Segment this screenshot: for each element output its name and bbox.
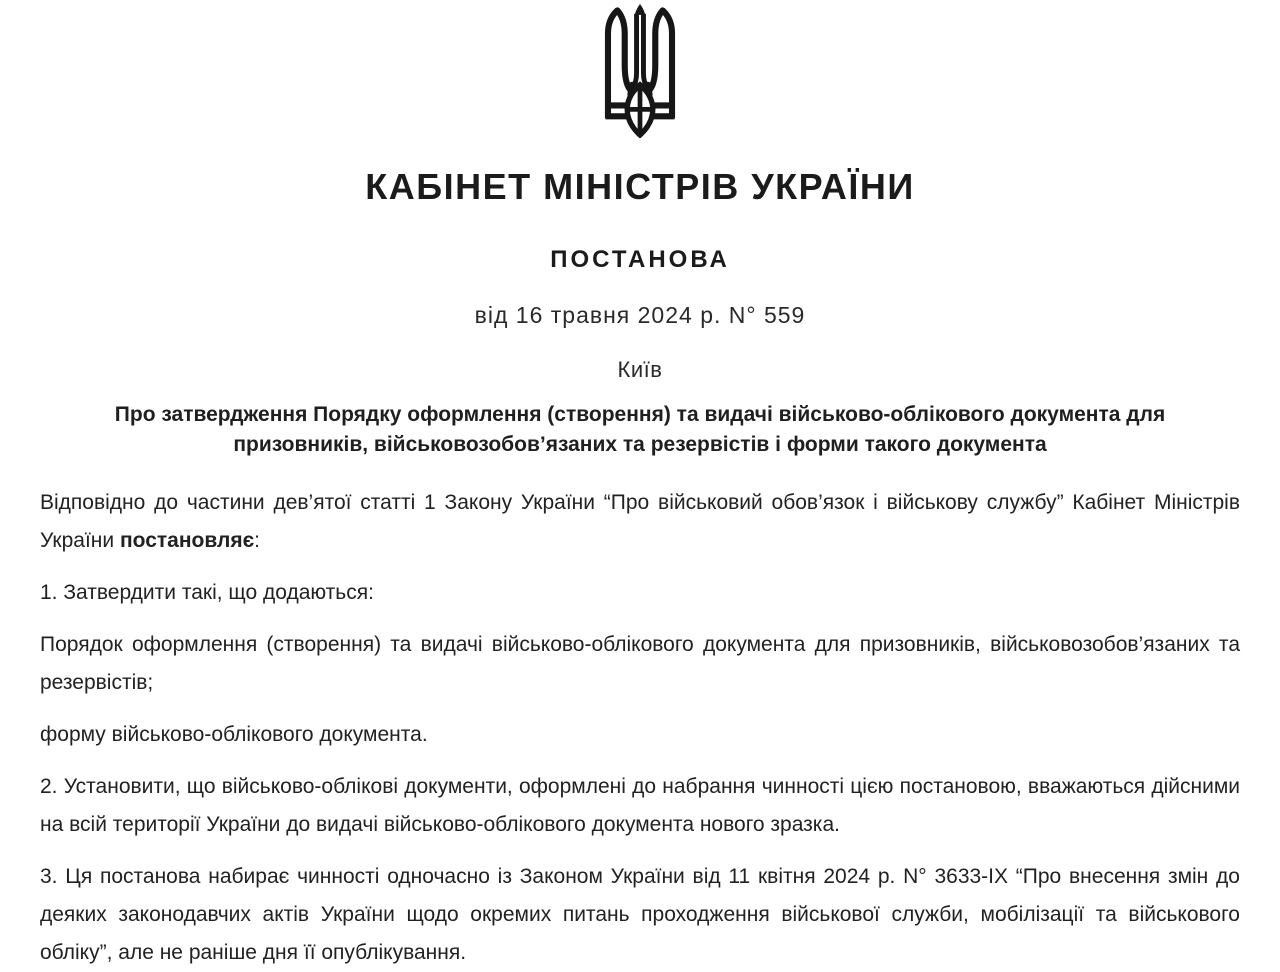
- paragraph-item-1: 1. Затвердити такі, що додаються:: [40, 580, 374, 604]
- org-name-heading: КАБІНЕТ МІНІСТРІВ УКРАЇНИ: [365, 166, 915, 207]
- doc-title: Про затвердження Порядку оформлення (створення) та видачі військово-облікового документа для призовників, військовозобов’язаних та резервістів і форми такого документа: [114, 402, 1166, 456]
- paragraph-preamble: [40, 484, 1240, 560]
- doc-body: [40, 484, 1240, 972]
- preamble-bold-word: постановляє: [119, 528, 255, 552]
- ukraine-trident-emblem-icon: [596, 4, 684, 138]
- paragraph-item-1-sub-a: Порядок оформлення (створення) та видачі військово-облікового документа для призовників, військовозобов’язаних та резервістів;: [40, 632, 1240, 694]
- paragraph-item-2: 2. Установити, що військово-облікові документи, оформлені до набрання чинності цією постановою, вважаються дійсними на всій території України до видачі військово-облікового документа нового зразка.: [40, 774, 1240, 836]
- paragraph-item-1-sub-b: форму військово-облікового документа.: [40, 722, 428, 746]
- emblem-container: [40, 0, 1240, 143]
- paragraph-item-3: 3. Ця постанова набирає чинності одночасно із Законом України від 11 квітня 2024 р. N° 3633-IX “Про внесення змін до деяких законодавчих актів України щодо окремих питань проходження військової служби, мобілізації та військового обліку”, але не раніше дня її опублікування.: [40, 864, 1240, 964]
- doc-date-number: від 16 травня 2024 р. N° 559: [474, 301, 806, 328]
- doc-type-heading: ПОСТАНОВА: [550, 246, 730, 274]
- preamble-text: Відповідно до частини дев’ятої статті 1 Закону України “Про військовий обов’язок і військову службу” Кабінет Міністрів України: [40, 490, 1240, 552]
- preamble-colon: :: [254, 528, 261, 552]
- doc-city: Київ: [617, 356, 663, 382]
